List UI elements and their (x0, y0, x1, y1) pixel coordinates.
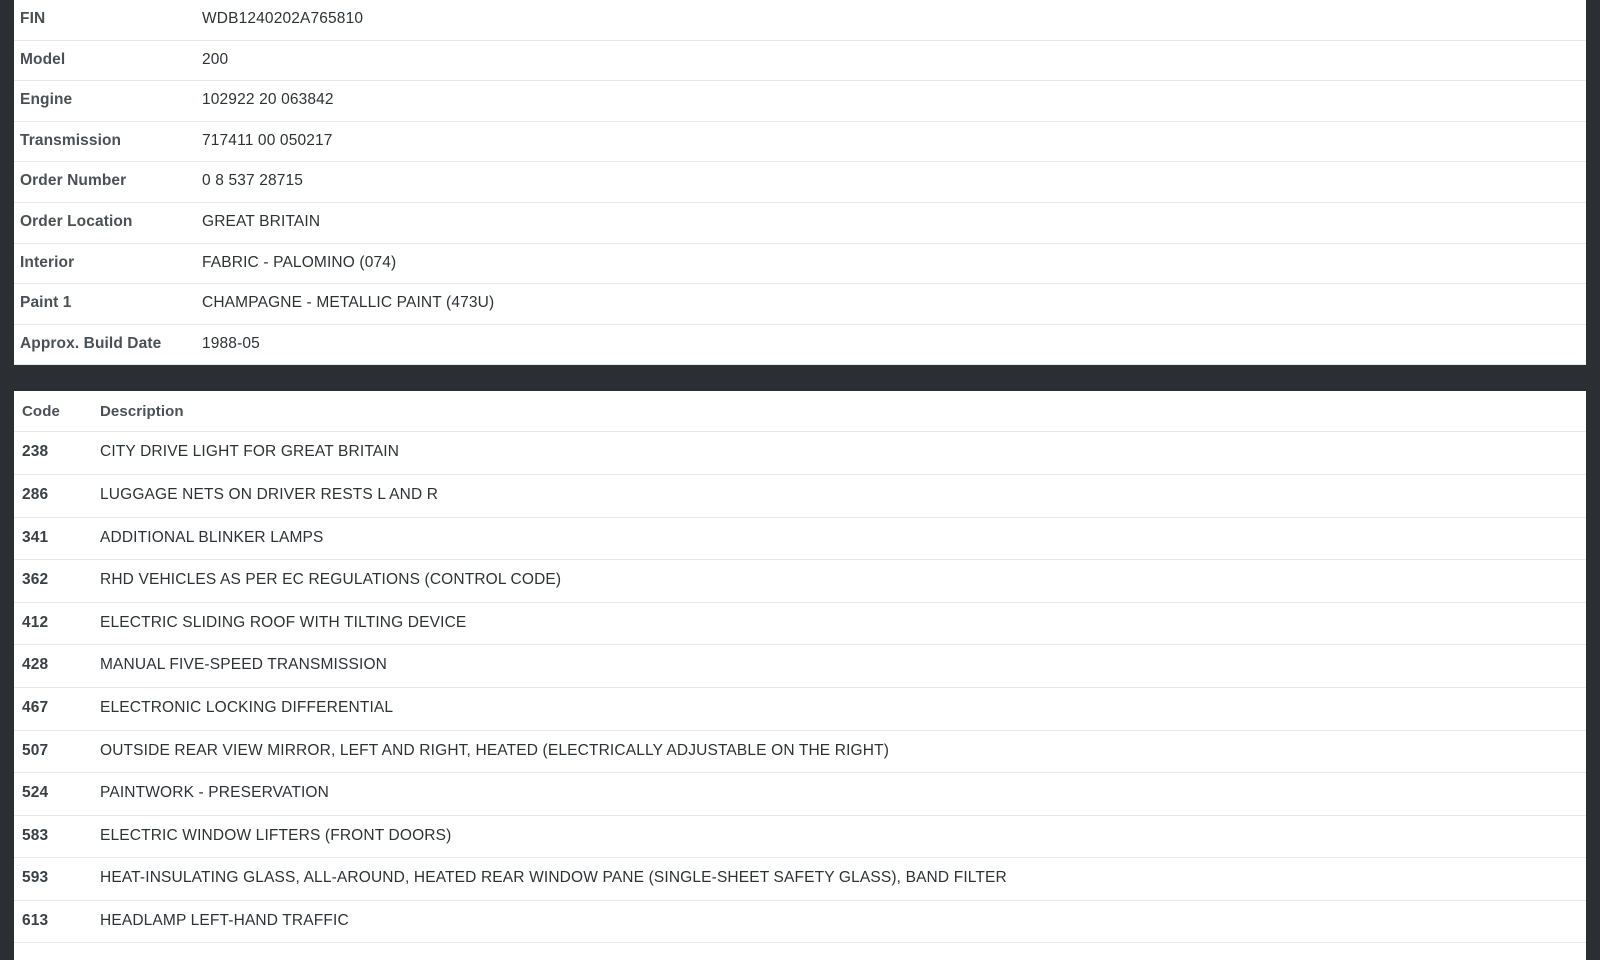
table-row (14, 900, 1586, 943)
description-cell: HEAT-INSULATING GLASS, ALL-AROUND, HEATED REAR WINDOW PANE (SINGLE-SHEET SAFETY GLASS), BAND FILTER (100, 869, 1007, 887)
description-cell: ADDITIONAL BLINKER LAMPS (100, 528, 324, 546)
left-edge-rail (0, 0, 14, 960)
code-cell: 593 (22, 869, 49, 887)
section-divider-band (14, 365, 1586, 391)
table-row (14, 645, 1586, 688)
table-row (14, 40, 1586, 81)
table-row (14, 284, 1586, 325)
spec-label: Order Number (20, 172, 127, 190)
code-cell: 507 (22, 741, 49, 759)
code-cell: 286 (22, 485, 49, 503)
code-cell: 524 (22, 784, 49, 802)
table-row (14, 121, 1586, 162)
description-cell: HEADLAMP LEFT-HAND TRAFFIC (100, 911, 349, 929)
spec-label: FIN (20, 10, 46, 27)
spec-value: 0 8 537 28715 (202, 172, 304, 190)
document-content (14, 0, 1586, 960)
table-row (14, 602, 1586, 645)
table-row (14, 432, 1586, 475)
table-row (14, 687, 1586, 730)
spec-value: 1988-05 (202, 334, 260, 352)
spec-value: CHAMPAGNE - METALLIC PAINT (473U) (202, 294, 495, 312)
right-edge-rail (1586, 0, 1600, 960)
spec-value: FABRIC - PALOMINO (074) (202, 253, 397, 271)
description-cell: RHD VEHICLES AS PER EC REGULATIONS (CONTROL CODE) (100, 571, 562, 589)
spec-value: GREAT BRITAIN (202, 212, 321, 230)
spec-label: Model (20, 50, 66, 68)
spec-label: Transmission (20, 131, 122, 149)
description-cell: ELECTRIC WINDOW LIFTERS (FRONT DOORS) (100, 826, 452, 844)
code-cell: 428 (22, 656, 49, 674)
table-row (14, 324, 1586, 365)
description-cell: ELECTRIC SLIDING ROOF WITH TILTING DEVICE (100, 613, 467, 631)
code-cell: 613 (22, 911, 49, 929)
table-row (14, 243, 1586, 284)
table-row (14, 474, 1586, 517)
table-row (14, 162, 1586, 203)
description-cell: CITY DRIVE LIGHT FOR GREAT BRITAIN (100, 443, 400, 461)
column-header-code: Code (22, 403, 60, 421)
code-cell: 341 (22, 528, 49, 546)
table-row (14, 202, 1586, 243)
vehicle-spec-table (14, 0, 1586, 365)
table-row (14, 773, 1586, 816)
description-cell: OUTSIDE REAR VIEW MIRROR, LEFT AND RIGHT, HEATED (ELECTRICALLY ADJUSTABLE ON THE RIGHT) (100, 741, 890, 759)
spec-value: 200 (202, 50, 229, 68)
code-cell: 583 (22, 826, 49, 844)
table-row (14, 517, 1586, 560)
table-row (14, 858, 1586, 901)
spec-value: 717411 00 050217 (202, 131, 333, 149)
spec-label: Order Location (20, 212, 133, 230)
spec-value: WDB1240202A765810 (202, 10, 364, 27)
option-codes-body (14, 432, 1586, 943)
option-codes-table (14, 391, 1586, 943)
description-cell: MANUAL FIVE-SPEED TRANSMISSION (100, 656, 387, 674)
code-cell: 362 (22, 571, 49, 589)
description-cell: LUGGAGE NETS ON DRIVER RESTS L AND R (100, 485, 439, 503)
spec-label: Paint 1 (20, 294, 72, 312)
spec-label: Engine (20, 91, 73, 109)
code-cell: 467 (22, 698, 49, 716)
description-cell: PAINTWORK - PRESERVATION (100, 784, 329, 802)
column-header-description: Description (100, 403, 184, 421)
spec-label: Approx. Build Date (20, 334, 162, 352)
table-row (14, 81, 1586, 122)
table-row (14, 815, 1586, 858)
table-header-row (14, 391, 1586, 432)
table-row (14, 560, 1586, 603)
table-row (14, 0, 1586, 40)
spec-label: Interior (20, 253, 75, 271)
option-codes-header (14, 391, 1586, 432)
table-row (14, 730, 1586, 773)
vehicle-spec-body (14, 0, 1586, 365)
description-cell: ELECTRONIC LOCKING DIFFERENTIAL (100, 698, 394, 716)
spec-value: 102922 20 063842 (202, 91, 334, 109)
code-cell: 238 (22, 443, 49, 461)
code-cell: 412 (22, 613, 49, 631)
